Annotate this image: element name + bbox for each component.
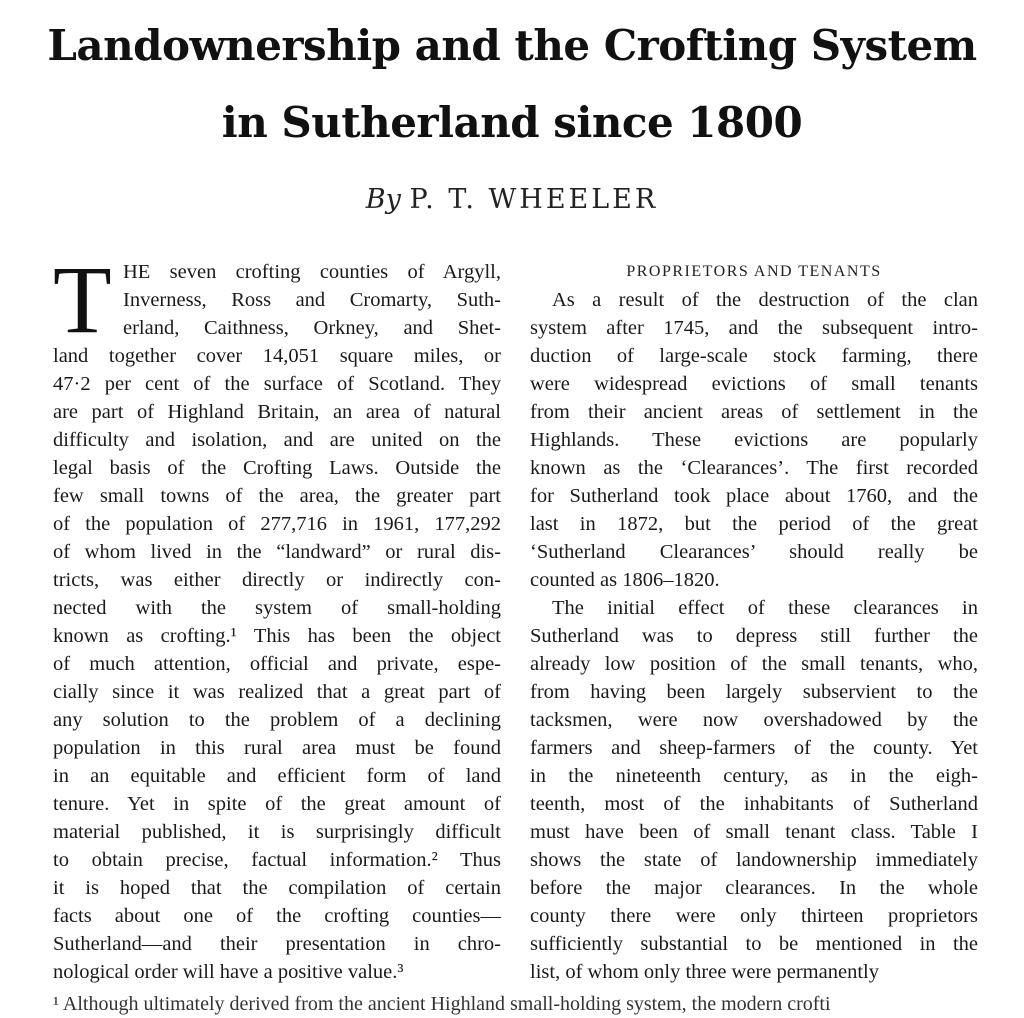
text-line: already low position of the small tenants, who, [530,653,978,675]
text-line: Sutherland—and their presentation in chro- [53,933,501,955]
text-line: facts about one of the crofting counties— [53,905,501,927]
text-line: population in this rural area must be found [53,737,501,759]
text-line: As a result of the destruction of the clan [552,289,978,311]
text-line: it is hoped that the compilation of certain [53,877,501,899]
text-line: must have been of small tenant class. Table I [530,821,978,843]
text-line: for Sutherland took place about 1760, and the [530,485,978,507]
byline [0,183,1024,217]
text-line: in an equitable and efficient form of land [53,765,501,787]
section-heading: PROPRIETORS AND TENANTS [626,263,882,280]
text-line: last in 1872, but the period of the great [530,513,978,535]
text-line: HE seven crofting counties of Argyll, [123,261,501,283]
text-line: teenth, most of the inhabitants of Sutherland [530,793,978,815]
text-line: counted as 1806–1820. [530,569,720,591]
text-line: known as crofting.¹ This has been the object [53,625,501,647]
text-line: land together cover 14,051 square miles, or [53,345,501,367]
text-line: from having been largely subservient to the [530,681,978,703]
drop-cap: T [53,246,112,353]
text-line: sufficiently substantial to be mentioned in the [530,933,978,955]
text-line: of the population of 277,716 in 1961, 177,292 [53,513,501,535]
footnote: ¹ Although ultimately derived from the ancient Highland small-holding system, the modern crofti [53,993,831,1015]
text-line: county there were only thirteen proprietors [530,905,978,927]
text-line: cially since it was realized that a great part of [53,681,501,703]
text-line: known as the ‘Clearances’. The first recorded [530,457,978,479]
text-line: difficulty and isolation, and are united on the [53,429,501,451]
title-line-2: in Sutherland since 1800 [221,98,803,147]
text-line: before the major clearances. In the whole [530,877,978,899]
text-line: farmers and sheep-farmers of the county. Yet [530,737,978,759]
text-line: erland, Caithness, Orkney, and Shet- [123,317,501,339]
text-line: Inverness, Ross and Cromarty, Suth- [123,289,501,311]
text-line: were widespread evictions of small tenants [530,373,978,395]
text-line: tricts, was either directly or indirectly con- [53,569,501,591]
text-line: system after 1745, and the subsequent intro- [530,317,978,339]
text-line: shows the state of landownership immediately [530,849,978,871]
text-line: of much attention, official and private, espe- [53,653,501,675]
text-line: few small towns of the area, the greater part [53,485,501,507]
text-line: are part of Highland Britain, an area of natural [53,401,501,423]
text-line: legal basis of the Crofting Laws. Outside the [53,457,501,479]
text-line: tenure. Yet in spite of the great amount of [53,793,501,815]
text-line: 47·2 per cent of the surface of Scotland. They [53,373,501,395]
text-line: any solution to the problem of a declining [53,709,501,731]
text-line: nected with the system of small-holding [53,597,501,619]
text-line: list, of whom only three were permanently [530,961,879,983]
text-line: nological order will have a positive value.³ [53,961,404,983]
byline-by: By [365,184,401,215]
text-line: in the nineteenth century, as in the eigh- [530,765,978,787]
text-line: from their ancient areas of settlement in the [530,401,978,423]
text-line: duction of large-scale stock farming, there [530,345,978,367]
text-line: of whom lived in the “landward” or rural dis- [53,541,501,563]
text-line: The initial effect of these clearances in [552,597,978,619]
author-name: P. T. WHEELER [409,184,659,215]
text-line: tacksmen, were now overshadowed by the [530,709,978,731]
text-line: to obtain precise, factual information.² Thus [53,849,501,871]
title-line-1: Landownership and the Crofting System [47,21,977,70]
text-line: ‘Sutherland Clearances’ should really be [530,541,978,563]
text-line: material published, it is surprisingly difficult [53,821,501,843]
text-line: Sutherland was to depress still further the [530,625,978,647]
text-line: Highlands. These evictions are popularly [530,429,978,451]
